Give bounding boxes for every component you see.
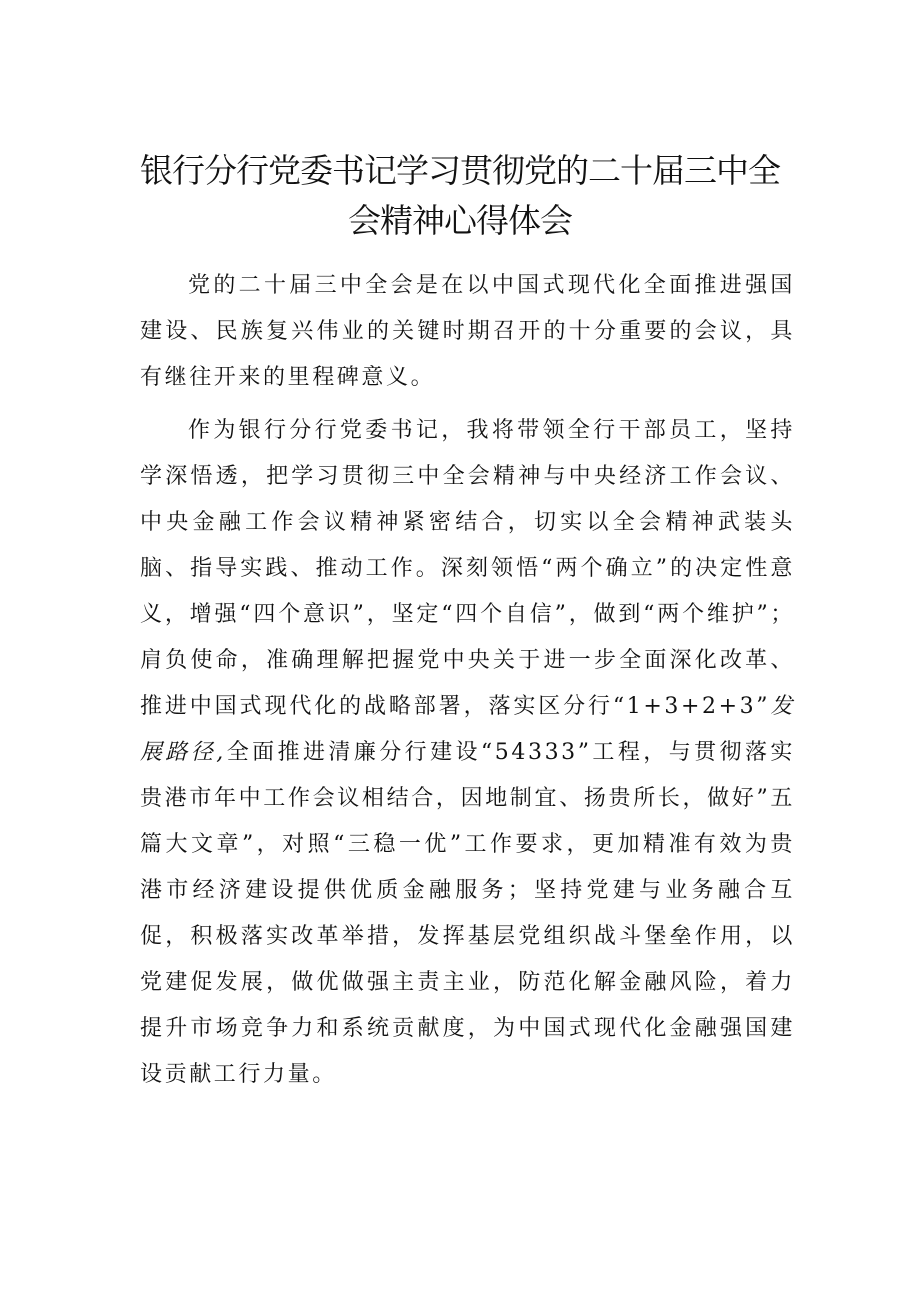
paragraph-2-text-b: 全面推进清廉分行建设“54333”工程，与贯彻落实贵港市年中工作会议相结合，因地制宜、扬贵所长，做好”五篇大文章”，对照“三稳一优”工作要求，更加精准有效为贵港市经济建设提供优质金融服务；坚持党建与业务融合互促，积极落实改革举措，发挥基层党组织战斗堡垒作用，以党建促发展，做优做强主责主业，防范化解金融风险，着力提升市场竞争力和系统贡献度，为中国式现代化金融强国建设贡献工行力量。	[140, 740, 795, 1087]
document-title	[120, 146, 800, 246]
paragraph-1-text: 党的二十届三中全会是在以中国式现代化全面推进强国建设、民族复兴伟业的关键时期召开的十分重要的会议，具有继往开来的里程碑意义。	[140, 273, 795, 390]
title-line-2: 会精神心得体会	[348, 201, 572, 240]
title-line-1: 银行分行党委书记学习贯彻党的二十届三中全	[140, 151, 780, 190]
paragraph-1	[140, 263, 795, 401]
paragraph-2-italic-text: 发展路径,	[140, 694, 795, 765]
document-body	[140, 263, 795, 1105]
paragraph-2	[140, 408, 795, 1098]
paragraph-2-text-a: 作为银行分行党委书记，我将带领全行干部员工，坚持学深悟透，把学习贯彻三中全会精神与中央经济工作会议、中央金融工作会议精神紧密结合，切实以全会精神武装头脑、指导实践、推动工作。深刻领悟“两个确立”的决定性意义，增强“四个意识”，坚定“四个自信”，做到“两个维护”；肩负使命，准确理解把握党中央关于进一步全面深化改革、推进中国式现代化的战略部署，落实区分行“1+3+2+3”	[140, 418, 795, 719]
